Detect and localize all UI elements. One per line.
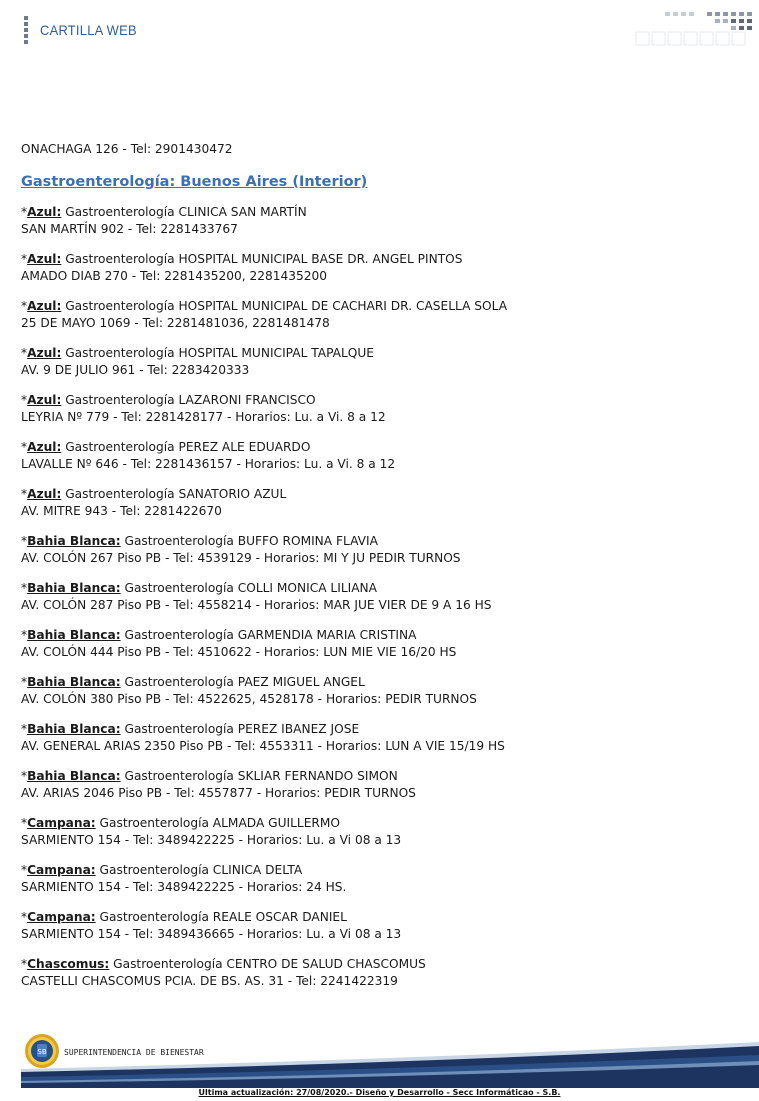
entry-header-line: *Bahia Blanca: Gastroenterología GARMENDIA MARIA CRISTINA (21, 627, 417, 642)
entry-header-line: *Azul: Gastroenterología CLINICA SAN MARTÍN (21, 205, 307, 219)
entry-location: Bahia Blanca: (27, 580, 121, 595)
entry-header-line: *Azul: Gastroenterología HOSPITAL MUNICIPAL BASE DR. ANGEL PINTOS (21, 251, 463, 266)
entry-provider: Gastroenterología PAEZ MIGUEL ANGEL (120, 674, 365, 689)
entry-location: Campana: (27, 815, 96, 830)
entry-location: Azul: (27, 486, 62, 501)
entry-provider: Gastroenterología LAZARONI FRANCISCO (61, 392, 316, 407)
header-decoration (634, 10, 759, 50)
entry-location: Azul: (27, 205, 62, 219)
entries-list (21, 204, 741, 989)
intro-line: ONACHAGA 126 - Tel: 2901430472 (21, 142, 233, 156)
directory-entry (21, 768, 741, 802)
entry-provider: Gastroenterología SKLIAR FERNANDO SIMON (120, 768, 398, 783)
directory-content (21, 140, 741, 1003)
entry-location: Azul: (27, 251, 62, 266)
entry-header-line: *Campana: Gastroenterología REALE OSCAR DANIEL (21, 909, 347, 924)
entry-address: AV. GENERAL ARIAS 2350 Piso PB - Tel: 4553311 - Horarios: LUN A VIE 15/19 HS (21, 738, 505, 753)
entry-header-line: *Campana: Gastroenterología ALMADA GUILLERMO (21, 815, 340, 830)
entry-address: AV. COLÓN 287 Piso PB - Tel: 4558214 - Horarios: MAR JUE VIER DE 9 A 16 HS (21, 597, 492, 612)
entry-header-line: *Azul: Gastroenterología HOSPITAL MUNICIPAL TAPALQUE (21, 345, 374, 360)
entry-location: Bahia Blanca: (27, 533, 121, 548)
entry-address: AV. COLÓN 267 Piso PB - Tel: 4539129 - Horarios: MI Y JU PEDIR TURNOS (21, 550, 461, 565)
entry-header-line: *Campana: Gastroenterología CLINICA DELTA (21, 862, 303, 877)
entry-provider: Gastroenterología SANATORIO AZUL (61, 486, 287, 501)
section-title[interactable]: Gastroenterología: Buenos Aires (Interior) (21, 174, 368, 190)
entry-location: Azul: (27, 345, 62, 360)
directory-entry (21, 815, 741, 849)
directory-entry (21, 204, 741, 238)
directory-entry (21, 298, 741, 332)
directory-entry (21, 392, 741, 426)
entry-provider: Gastroenterología CENTRO DE SALUD CHASCOMUS (109, 956, 426, 971)
entry-address: AMADO DIAB 270 - Tel: 2281435200, 2281435200 (21, 268, 328, 283)
entry-address: 25 DE MAYO 1069 - Tel: 2281481036, 2281481478 (21, 315, 330, 330)
entry-provider: Gastroenterología ALMADA GUILLERMO (95, 815, 340, 830)
entry-header-line: *Azul: Gastroenterología SANATORIO AZUL (21, 486, 287, 501)
directory-entry (21, 345, 741, 379)
entry-location: Bahia Blanca: (27, 627, 121, 642)
directory-entry (21, 909, 741, 943)
entry-header-line: *Azul: Gastroenterología PEREZ ALE EDUARDO (21, 439, 311, 454)
entry-header-line: *Azul: Gastroenterología HOSPITAL MUNICIPAL DE CACHARI DR. CASELLA SOLA (21, 298, 508, 313)
entry-provider: Gastroenterología PEREZ ALE EDUARDO (61, 439, 311, 454)
entry-header-line: *Chascomus: Gastroenterología CENTRO DE SALUD CHASCOMUS (21, 956, 426, 971)
entry-provider: Gastroenterología COLLI MONICA LILIANA (120, 580, 377, 595)
entry-provider: Gastroenterología BUFFO ROMINA FLAVIA (120, 533, 378, 548)
entry-address: LAVALLE Nº 646 - Tel: 2281436157 - Horarios: Lu. a Vi. 8 a 12 (21, 456, 396, 471)
last-update-note: Ultima actualización: 27/08/2020.- Diseño y Desarrollo - Secc Informáticao - S.B. (198, 1088, 561, 1097)
entry-provider: Gastroenterología CLINICA DELTA (95, 862, 303, 877)
directory-entry (21, 627, 741, 661)
entry-location: Chascomus: (27, 956, 110, 971)
svg-text:SB: SB (37, 1048, 47, 1056)
entry-provider: Gastroenterología GARMENDIA MARIA CRISTINA (120, 627, 417, 642)
entry-header-line: *Azul: Gastroenterología LAZARONI FRANCISCO (21, 392, 316, 407)
page-header (0, 0, 759, 60)
page-footer (0, 1028, 759, 1101)
entry-header-line: *Bahia Blanca: Gastroenterología PAEZ MIGUEL ANGEL (21, 674, 365, 689)
header-accent-bar (24, 16, 28, 46)
entry-address: CASTELLI CHASCOMUS PCIA. DE BS. AS. 31 - Tel: 2241422319 (21, 973, 398, 988)
entry-address: AV. ARIAS 2046 Piso PB - Tel: 4557877 - Horarios: PEDIR TURNOS (21, 785, 416, 800)
directory-entry (21, 956, 741, 990)
entry-location: Bahia Blanca: (27, 721, 121, 736)
entry-location: Bahia Blanca: (27, 768, 121, 783)
footer-wave-band (21, 1028, 759, 1088)
entry-address: AV. 9 DE JULIO 961 - Tel: 2283420333 (21, 362, 250, 377)
entry-address: AV. COLÓN 380 Piso PB - Tel: 4522625, 4528178 - Horarios: PEDIR TURNOS (21, 691, 477, 706)
entry-address: AV. COLÓN 444 Piso PB - Tel: 4510622 - Horarios: LUN MIE VIE 16/20 HS (21, 644, 457, 659)
entry-location: Azul: (27, 439, 62, 454)
entry-provider: Gastroenterología HOSPITAL MUNICIPAL DE CACHARI DR. CASELLA SOLA (61, 298, 508, 313)
entry-header-line: *Bahia Blanca: Gastroenterología SKLIAR FERNANDO SIMON (21, 768, 398, 783)
entry-address: LEYRIA Nº 779 - Tel: 2281428177 - Horarios: Lu. a Vi. 8 a 12 (21, 409, 386, 424)
directory-entry (21, 439, 741, 473)
entry-location: Azul: (27, 392, 62, 407)
entry-provider: Gastroenterología REALE OSCAR DANIEL (95, 909, 347, 924)
entry-location: Campana: (27, 909, 96, 924)
directory-entry (21, 251, 741, 285)
entry-provider: Gastroenterología CLINICA SAN MARTÍN (61, 205, 307, 219)
directory-entry (21, 674, 741, 708)
entry-address: SARMIENTO 154 - Tel: 3489422225 - Horarios: Lu. a Vi 08 a 13 (21, 832, 402, 847)
entry-address: AV. MITRE 943 - Tel: 2281422670 (21, 503, 222, 518)
entry-location: Bahia Blanca: (27, 674, 121, 689)
directory-entry (21, 721, 741, 755)
directory-entry (21, 862, 741, 896)
directory-entry (21, 580, 741, 614)
entry-location: Azul: (27, 298, 62, 313)
superintendencia-seal-icon (24, 1033, 60, 1069)
header-title: CARTILLA WEB (40, 22, 137, 38)
entry-address: SARMIENTO 154 - Tel: 3489422225 - Horarios: 24 HS. (21, 879, 347, 894)
entry-header-line: *Bahia Blanca: Gastroenterología COLLI MONICA LILIANA (21, 580, 377, 595)
entry-address: SAN MARTÍN 902 - Tel: 2281433767 (21, 221, 238, 236)
entry-provider: Gastroenterología PEREZ IBANEZ JOSE (120, 721, 360, 736)
entry-header-line: *Bahia Blanca: Gastroenterología BUFFO ROMINA FLAVIA (21, 533, 378, 548)
entry-location: Campana: (27, 862, 96, 877)
entry-provider: Gastroenterología HOSPITAL MUNICIPAL TAPALQUE (61, 345, 374, 360)
directory-entry (21, 486, 741, 520)
organization-name: SUPERINTENDENCIA DE BIENESTAR (64, 1048, 204, 1057)
entry-header-line: *Bahia Blanca: Gastroenterología PEREZ IBANEZ JOSE (21, 721, 360, 736)
entry-address: SARMIENTO 154 - Tel: 3489436665 - Horarios: Lu. a Vi 08 a 13 (21, 926, 402, 941)
entry-provider: Gastroenterología HOSPITAL MUNICIPAL BASE DR. ANGEL PINTOS (61, 251, 463, 266)
directory-entry (21, 533, 741, 567)
